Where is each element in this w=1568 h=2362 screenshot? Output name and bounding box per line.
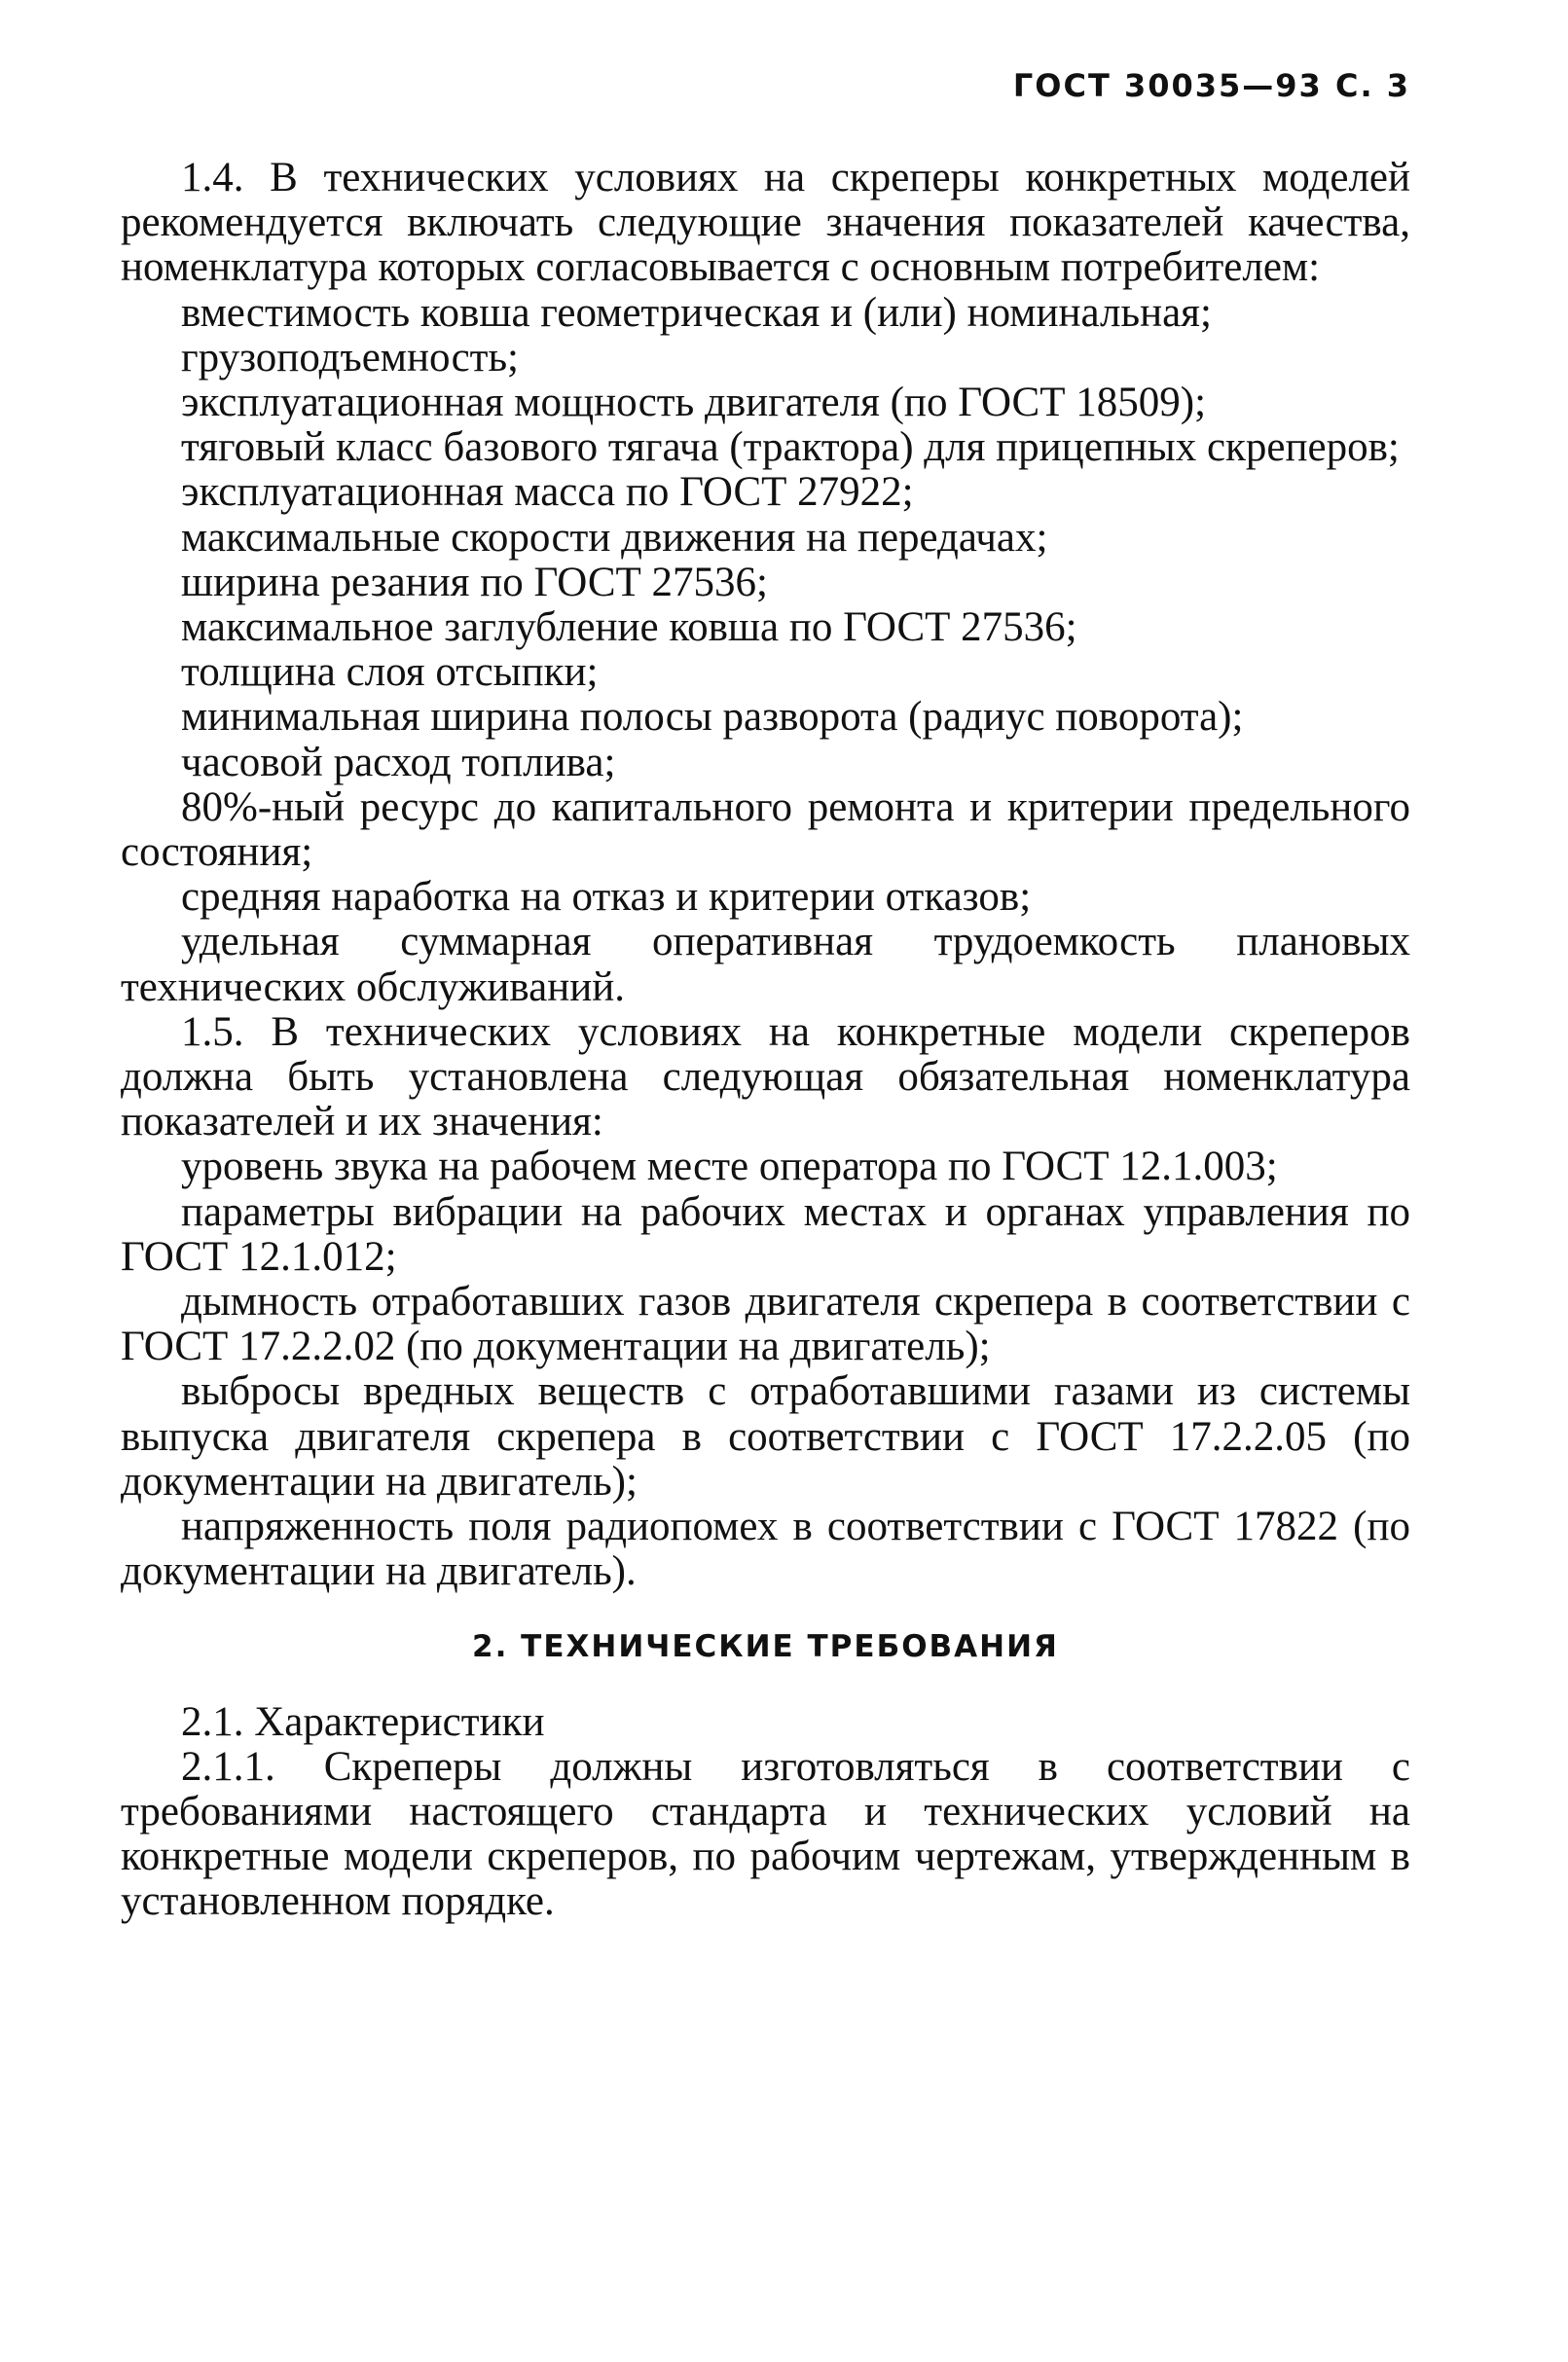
paragraph-2-1-1: 2.1.1. Скреперы должны изготовляться в соответствии с требованиями настоящего стандарта и технических условий на конкретные модели скреперов, по рабочим чертежам, утвержденным в установленном порядке. bbox=[121, 1743, 1410, 1925]
list-item: удельная суммарная оперативная трудоемкость плановых технических обслуживаний. bbox=[121, 919, 1410, 1010]
list-item: максимальные скорости движения на передачах; bbox=[181, 514, 1048, 561]
list-item: эксплуатационная масса по ГОСТ 27922; bbox=[181, 469, 914, 516]
list-item: максимальное заглубление ковша по ГОСТ 27536; bbox=[181, 604, 1077, 651]
section-2-body bbox=[121, 1700, 1410, 1925]
list-item: средняя наработка на отказ и критерии отказов; bbox=[181, 874, 1032, 921]
list-item: параметры вибрации на рабочих местах и органах управления по ГОСТ 12.1.012; bbox=[121, 1188, 1410, 1280]
list-item: ширина резания по ГОСТ 27536; bbox=[181, 559, 768, 605]
list-item: напряженность поля радиопомех в соответствии с ГОСТ 17822 (по документации на двигатель). bbox=[121, 1504, 1410, 1595]
running-header: ГОСТ 30035—93 С. 3 bbox=[1012, 67, 1410, 104]
document-page bbox=[121, 58, 1410, 1925]
paragraph-1-4-intro: 1.4. В технических условиях на скреперы конкретных моделей рекомендуется включать следующие значения показателей качества, номенклатура которых согласовывается с основным потребителем: bbox=[121, 155, 1410, 291]
list-item: вместимость ковша геометрическая и (или) номинальная; bbox=[181, 289, 1212, 336]
paragraph-1-5-intro: 1.5. В технических условиях на конкретные модели скреперов должна быть установлена следующая обязательная номенклатура показателей и их значения: bbox=[121, 1008, 1410, 1145]
list-item: минимальная ширина полосы разворота (радиус поворота); bbox=[181, 694, 1244, 741]
list-item: тяговый класс базового тягача (трактора) для прицепных скреперов; bbox=[181, 424, 1400, 471]
list-item: эксплуатационная мощность двигателя (по ГОСТ 18509); bbox=[181, 380, 1207, 426]
list-item: грузоподъемность; bbox=[181, 334, 520, 381]
list-item: уровень звука на рабочем месте оператора по ГОСТ 12.1.003; bbox=[181, 1144, 1278, 1190]
section-1-body bbox=[121, 156, 1410, 1595]
list-item: толщина слоя отсыпки; bbox=[181, 649, 599, 696]
list-item: часовой расход топлива; bbox=[181, 739, 616, 785]
section-2-heading: 2. ТЕХНИЧЕСКИЕ ТРЕБОВАНИЯ bbox=[472, 1628, 1059, 1664]
list-item: выбросы вредных веществ с отработавшими газами из системы выпуска двигателя скрепера в соответствии с ГОСТ 17.2.2.05 (по документации на двигатель); bbox=[121, 1368, 1410, 1505]
subsection-2-1-title: 2.1. Характеристики bbox=[181, 1698, 545, 1745]
list-item: 80%-ный ресурс до капитального ремонта и критерии предельного состояния; bbox=[121, 783, 1410, 876]
list-item: дымность отработавших газов двигателя скрепера в соответствии с ГОСТ 17.2.2.02 (по документации на двигатель); bbox=[121, 1279, 1410, 1370]
